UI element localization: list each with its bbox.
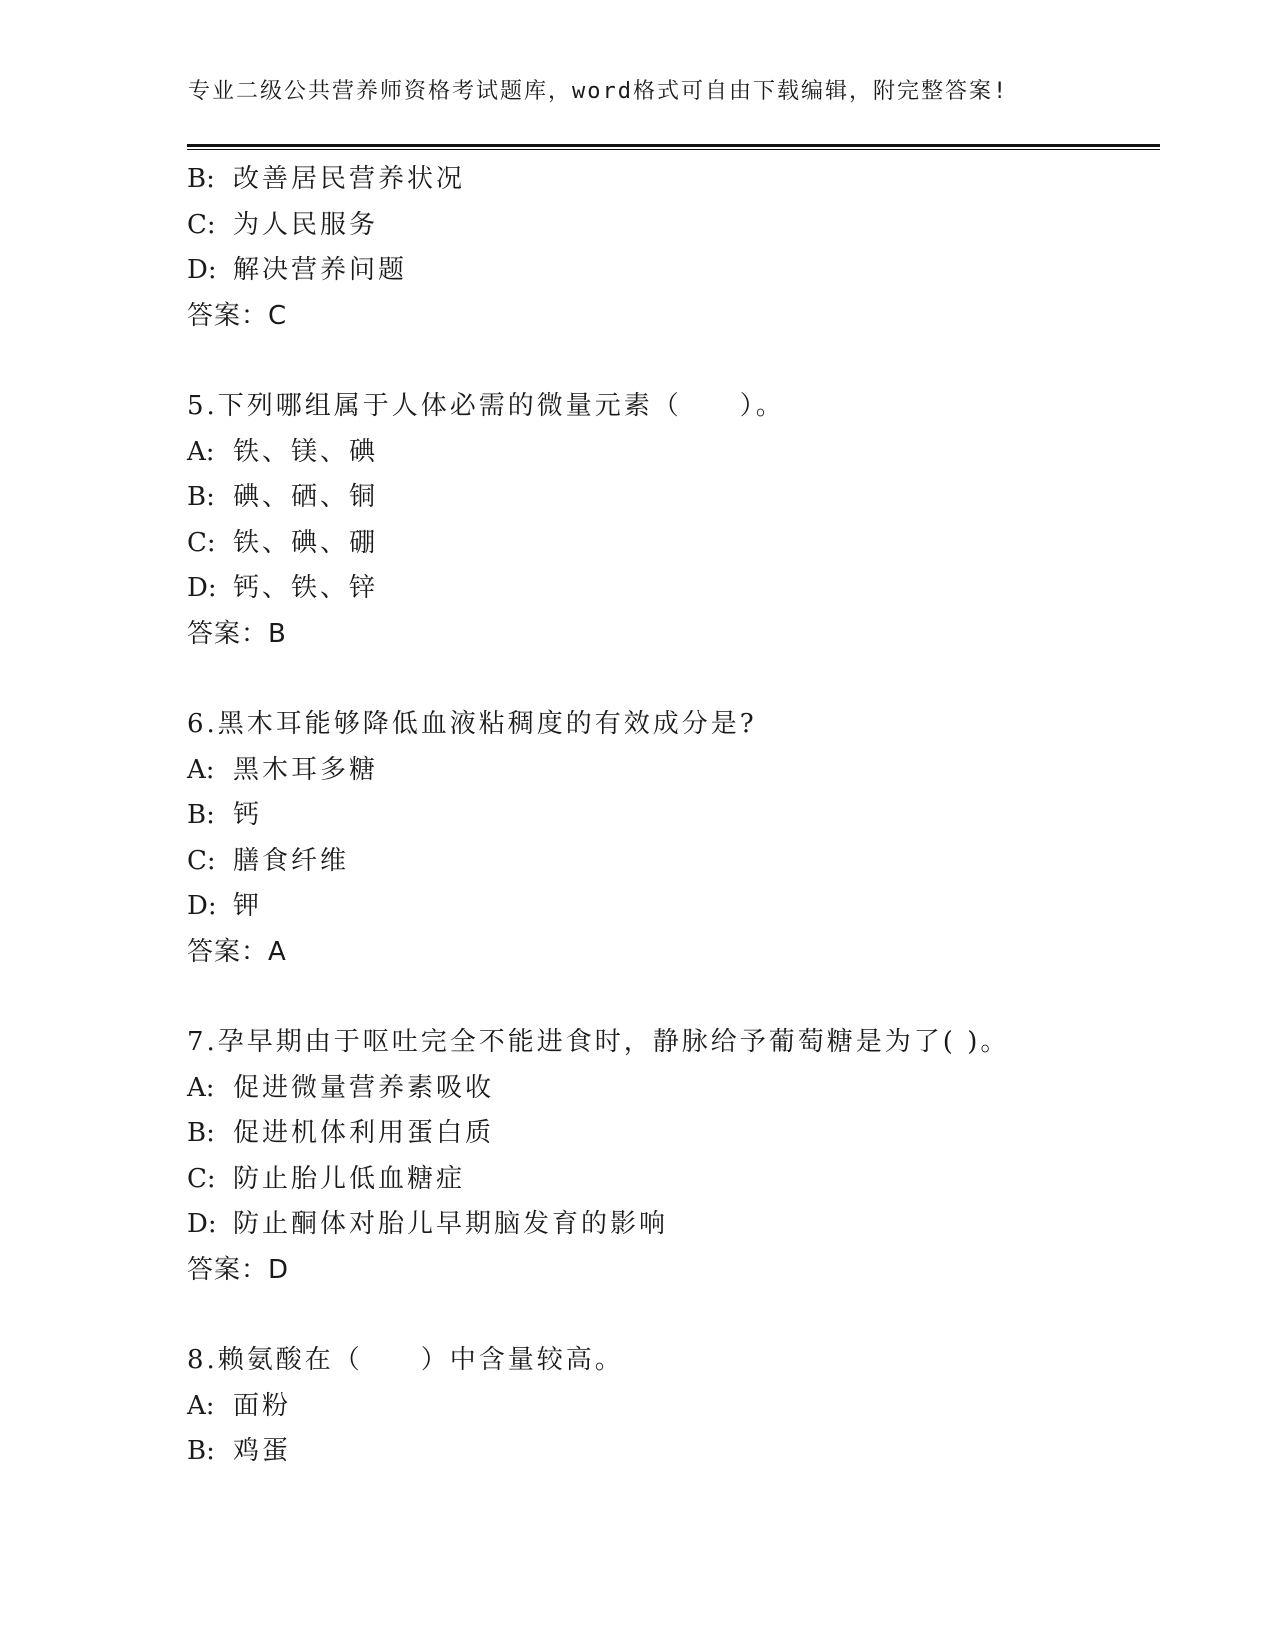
option-text: 解决营养问题 (233, 255, 408, 285)
option-b (187, 157, 1160, 203)
option-key: B: (187, 800, 215, 830)
option-key: D: (187, 891, 217, 921)
option-key: B: (187, 1436, 215, 1466)
question-block (187, 702, 1160, 975)
option-key: D: (187, 255, 217, 285)
option-key: A: (187, 1072, 215, 1103)
option-key: D: (187, 573, 217, 603)
option-text: 碘、硒、铜 (233, 482, 379, 512)
page-header: 专业二级公共营养师资格考试题库，word格式可自由下载编辑，附完整答案! (188, 79, 1009, 104)
option-text: 铁、碘、硼 (233, 527, 379, 558)
option-text: 面粉 (233, 1390, 292, 1421)
option-text: 鸡蛋 (233, 1436, 292, 1466)
question-block (187, 384, 1160, 657)
option-d (187, 248, 1160, 294)
option-text: 钙、铁、锌 (233, 573, 379, 603)
answer-line: 答案：A (187, 936, 287, 967)
option-d (187, 884, 1160, 930)
question-text: 8.赖氨酸在（ ）中含量较高。 (187, 1345, 624, 1375)
option-text: 钙 (233, 800, 263, 830)
question-text: 6.黑木耳能够降低血液粘稠度的有效成分是? (187, 709, 757, 739)
option-text: 铁、镁、碘 (233, 436, 379, 467)
option-key: D: (187, 1209, 217, 1239)
option-key: A: (187, 754, 215, 785)
option-key: C: (187, 209, 216, 240)
option-key: C: (187, 527, 216, 558)
option-key: B: (187, 164, 215, 194)
question-block (187, 1338, 1160, 1475)
option-key: C: (187, 845, 216, 876)
option-d (187, 1202, 1160, 1248)
question-text: 5.下列哪组属于人体必需的微量元素（ ）。 (187, 391, 785, 421)
option-key: B: (187, 1118, 215, 1148)
question-block (187, 157, 1160, 339)
option-a (187, 1066, 1160, 1112)
question-text: 7.孕早期由于呕吐完全不能进食时，静脉给予葡萄糖是为了( )。 (187, 1027, 1010, 1057)
header-rule-thick (187, 144, 1160, 147)
option-a (187, 748, 1160, 794)
option-c (187, 203, 1160, 249)
option-text: 黑木耳多糖 (233, 754, 379, 785)
option-c (187, 839, 1160, 885)
option-b (187, 1111, 1160, 1157)
option-key: B: (187, 482, 215, 512)
option-key: A: (187, 436, 215, 467)
option-text: 改善居民营养状况 (233, 164, 466, 194)
option-key: A: (187, 1390, 215, 1421)
option-text: 为人民服务 (233, 209, 379, 240)
option-text: 促进机体利用蛋白质 (233, 1118, 495, 1148)
header-rule-thin (187, 149, 1160, 150)
question-block (187, 1020, 1160, 1293)
answer-line: 答案：D (187, 1254, 290, 1285)
option-b (187, 475, 1160, 521)
option-b (187, 1429, 1160, 1475)
option-text: 防止胎儿低血糖症 (233, 1163, 466, 1194)
option-text: 钾 (233, 891, 263, 921)
option-text: 膳食纤维 (233, 845, 350, 876)
option-b (187, 793, 1160, 839)
option-text: 促进微量营养素吸收 (233, 1072, 495, 1103)
option-a (187, 1384, 1160, 1430)
option-a (187, 430, 1160, 476)
option-key: C: (187, 1163, 216, 1194)
answer-line: 答案：C (187, 300, 288, 331)
option-c (187, 521, 1160, 567)
answer-line: 答案：B (187, 618, 287, 649)
option-c (187, 1157, 1160, 1203)
option-d (187, 566, 1160, 612)
question-list (187, 157, 1160, 1475)
option-text: 防止酮体对胎儿早期脑发育的影响 (233, 1209, 669, 1239)
